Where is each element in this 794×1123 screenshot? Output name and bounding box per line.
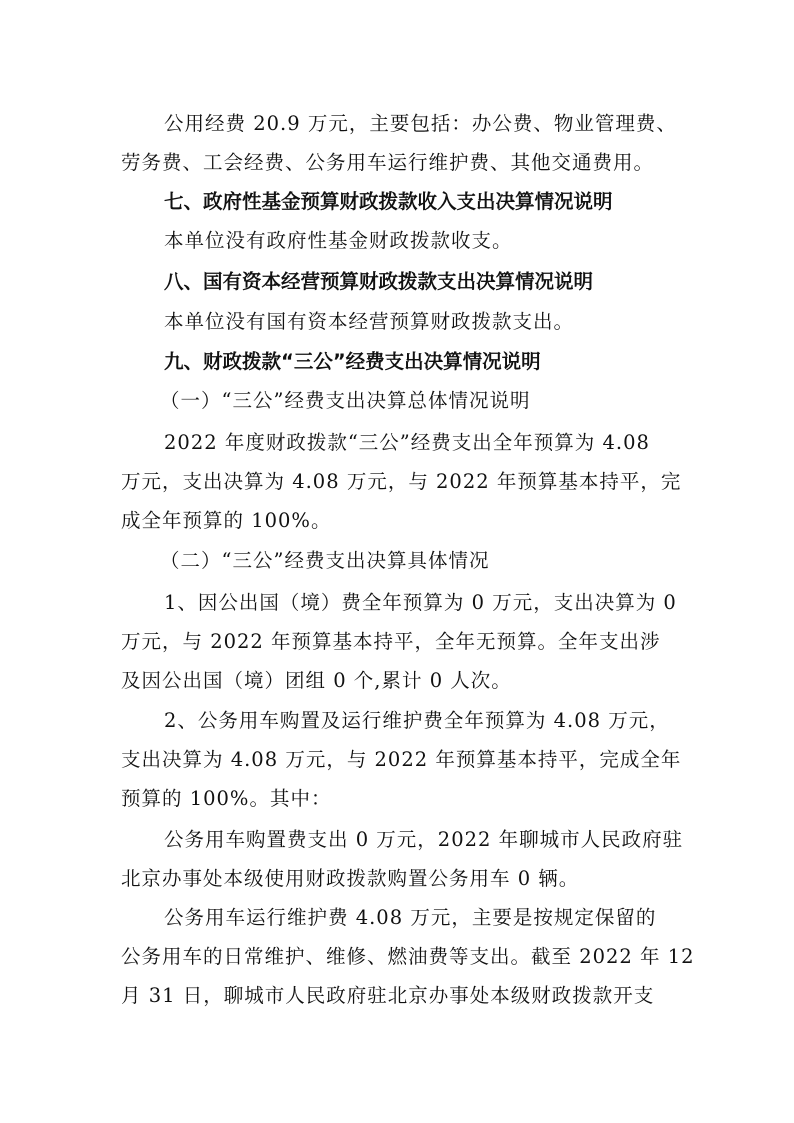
text-line: 1、因公出国（境）费全年预算为 0 万元，支出决算为 0 bbox=[164, 591, 677, 614]
paragraph-vehicles bbox=[121, 701, 681, 818]
subsection-heading-1: （一）“三公”经费支出决算总体情况说明 bbox=[160, 389, 531, 412]
text-line: 预算的 100%。其中： bbox=[121, 787, 332, 810]
text-line: 万元，与 2022 年预算基本持平，全年无预算。全年支出涉 bbox=[121, 630, 661, 653]
text-line: 月 31 日，聊城市人民政府驻北京办事处本级财政拨款开支 bbox=[121, 984, 655, 1007]
text-line: 北京办事处本级使用财政拨款购置公务用车 0 辆。 bbox=[121, 867, 580, 890]
text-line: 公务用车购置费支出 0 万元，2022 年聊城市人民政府驻 bbox=[164, 828, 684, 851]
text-line: 公务用车的日常维护、维修、燃油费等支出。截至 2022 年 12 bbox=[121, 945, 695, 968]
paragraph-overseas bbox=[121, 583, 681, 700]
text-line: 公用经费 20.9 万元，主要包括：办公费、物业管理费、 bbox=[164, 112, 677, 135]
text-line: 成全年预算的 100%。 bbox=[121, 509, 332, 532]
text-line: 劳务费、工会经费、公务用车运行维护费、其他交通费用。 bbox=[121, 151, 655, 174]
paragraph-vehicle-purchase bbox=[121, 820, 684, 898]
section-heading-8: 八、国有资本经营预算财政拨款支出决算情况说明 bbox=[164, 270, 594, 293]
text-line: 2、公务用车购置及运行维护费全年预算为 4.08 万元， bbox=[164, 709, 670, 732]
paragraph-overall bbox=[121, 423, 681, 540]
text-line: 2022 年度财政拨款“三公”经费支出全年预算为 4.08 bbox=[164, 431, 650, 454]
text-line: 公务用车运行维护费 4.08 万元，主要是按规定保留的 bbox=[164, 906, 657, 929]
text-line: 万元，支出决算为 4.08 万元，与 2022 年预算基本持平，完 bbox=[121, 470, 682, 493]
paragraph-public-expenses bbox=[121, 104, 681, 182]
paragraph-section-8: 本单位没有国有资本经营预算财政拨款支出。 bbox=[164, 310, 575, 333]
section-heading-9: 九、财政拨款“三公”经费支出决算情况说明 bbox=[164, 350, 541, 373]
subsection-heading-2: （二）“三公”经费支出决算具体情况 bbox=[160, 549, 490, 572]
section-heading-7: 七、政府性基金预算财政拨款收入支出决算情况说明 bbox=[164, 190, 613, 213]
text-line: 及因公出国（境）团组 0 个,累计 0 人次。 bbox=[121, 669, 512, 692]
paragraph-section-7: 本单位没有政府性基金财政拨款收支。 bbox=[164, 229, 513, 252]
text-line: 支出决算为 4.08 万元，与 2022 年预算基本持平，完成全年 bbox=[121, 748, 682, 771]
paragraph-vehicle-maintenance bbox=[121, 898, 695, 1015]
